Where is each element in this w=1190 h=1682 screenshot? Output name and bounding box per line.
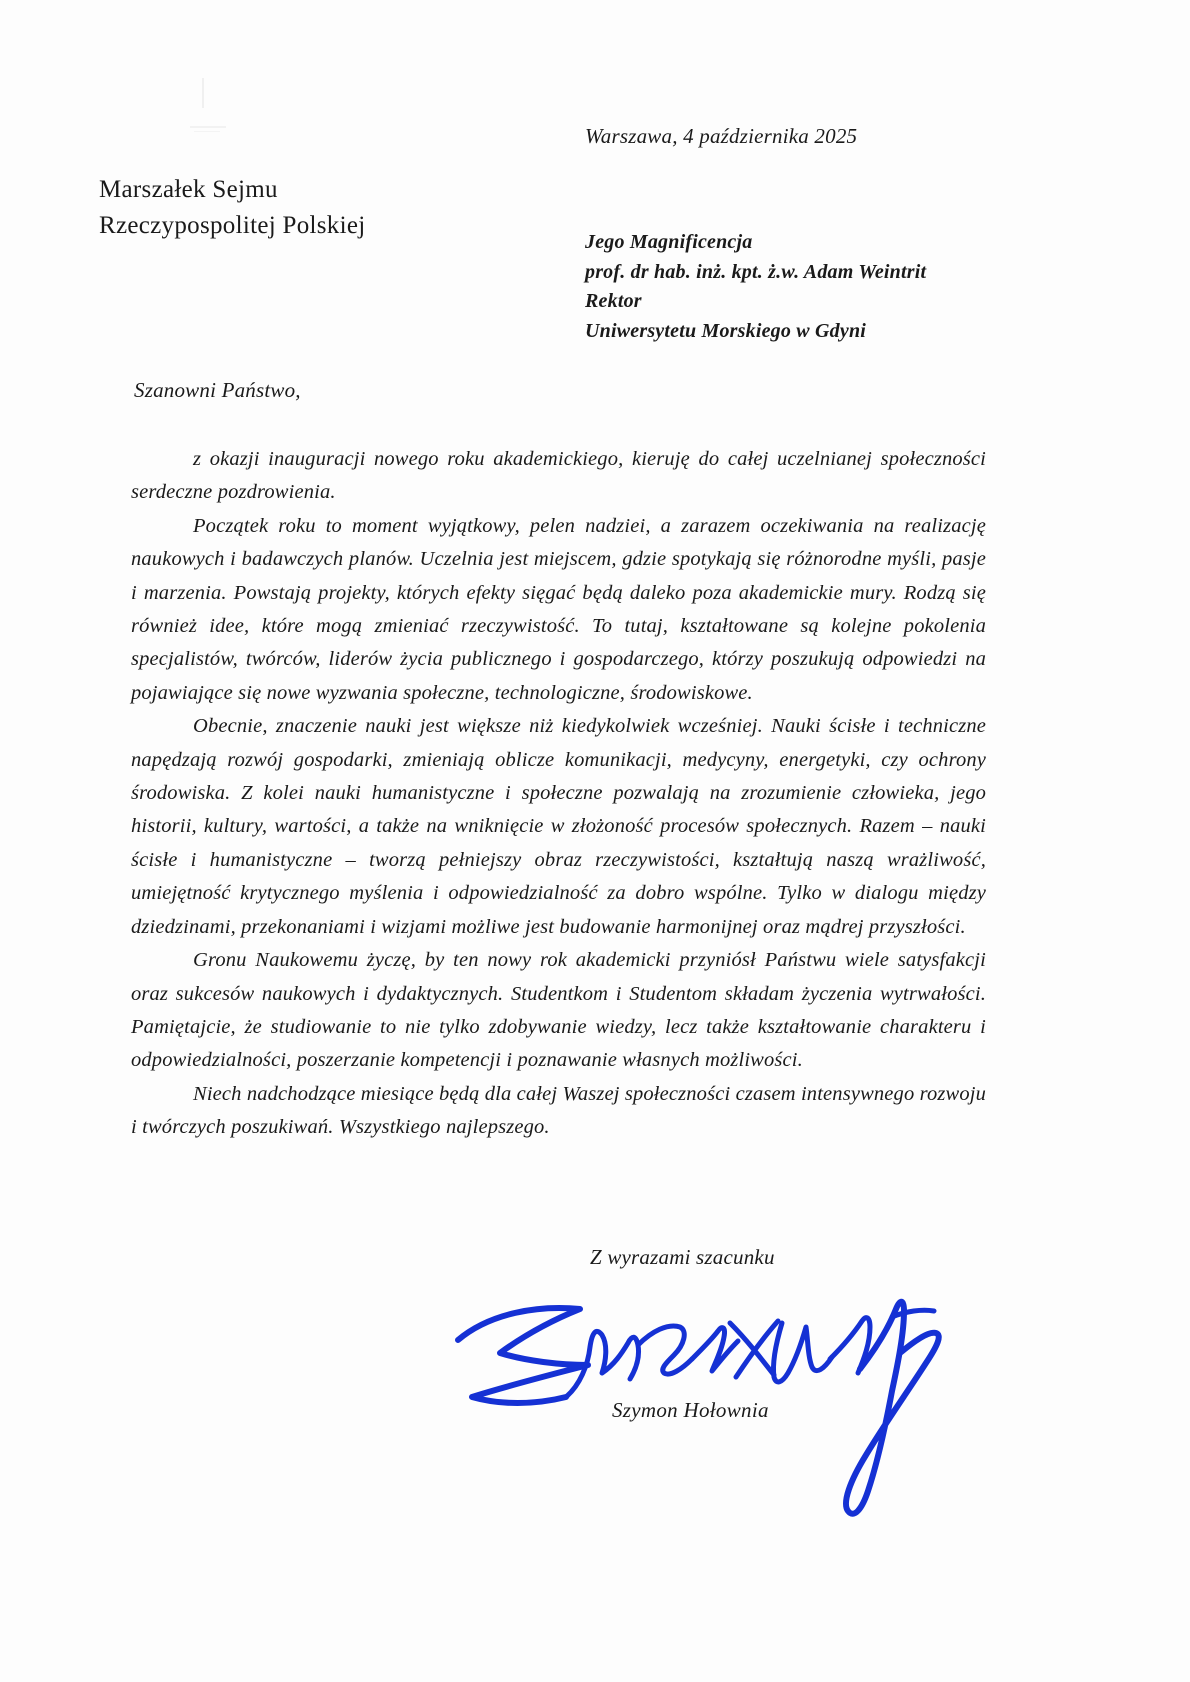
emblem-base-secondary [194, 131, 220, 132]
addressee-block [585, 228, 926, 346]
date-line: Warszawa, 4 października 2025 [585, 124, 858, 148]
body-paragraph: Obecnie, znaczenie nauki jest większe niż kiedykolwiek wcześniej. Nauki ścisłe i techniczne napędzają rozwój gospodarki, zmieniają oblicze komunikacji, medycyny, energetyki, czy ochrony środowiska. Z kolei nauki humanistyczne i społeczne pozwalają na zrozumienie człowieka, jego historii, kultury, wartości, a także na wniknięcie w złożoność procesów społecznych. Razem – nauki ścisłe i humanistyczne – tworzą pełniejszy obraz rzeczywistości, kształtują naszą wrażliwość, umiejętność krytycznego myślenia i odpowiedzialność za dobro wspólne. Tylko w dialogu między dziedzinami, przekonaniami i wizjami możliwe jest budowanie harmonijnej oraz mądrej przyszłości. [131, 715, 986, 938]
addressee-line-4: Uniwersytetu Morskiego w Gdyni [585, 319, 867, 342]
sender-line-1: Marszałek Sejmu [99, 176, 278, 203]
addressee-line-1: Jego Magnificencja [585, 231, 753, 253]
body-paragraph: Początek roku to moment wyjątkowy, pelen nadziei, a zarazem oczekiwania na realizację naukowych i badawczych planów. Uczelnia jest miejscem, gdzie spotykają się różnorodne myśli, pasje i marzenia. Powstają projekty, których efekty sięgać będą daleko poza akademickie mury. Rodzą się również idee, które mogą zmieniać rzeczywistość. To tutaj, kształtowane są kolejne pokolenia specjalistów, twórców, liderów życia publicznego i gospodarczego, którzy poszukują odpowiedzi na pojawiające się nowe wyzwania społeczne, technologiczne, środowiskowe. [131, 514, 986, 704]
addressee-line-2: prof. dr hab. inż. kpt. ż.w. Adam Weintrit [585, 260, 927, 283]
body-paragraph: Gronu Naukowemu życzę, by ten nowy rok akademicki przyniósł Państwu wiele satysfakcji oraz sukcesów naukowych i dydaktycznych. Studentkom i Studentom składam życzenia wytrwałości. Pamiętajcie, że studiowanie to nie tylko zdobywanie wiedzy, lecz także kształtowanie charakteru i odpowiedzialności, poszerzanie kompetencji i poznawanie własnych możliwości. [131, 949, 986, 1072]
signature-name: Szymon Hołownia [612, 1398, 769, 1422]
addressee-line-3: Rektor [585, 290, 642, 313]
eagle-emblem-icon [188, 78, 234, 140]
body-paragraph: z okazji inauguracji nowego roku akademickiego, kieruję do całej uczelnianej społeczności serdeczne pozdrowienia. [131, 448, 986, 504]
sender-line-2: Rzeczypospolitej Polskiej [99, 211, 366, 239]
body-paragraph: Niech nadchodzące miesiące będą dla całej Waszej społeczności czasem intensywnego rozwoju i twórczych poszukiwań. Wszystkiego najlepszego. [131, 1082, 986, 1139]
emblem-stem [202, 78, 204, 108]
letter-body [131, 443, 986, 1145]
closing-phrase: Z wyrazami szacunku [590, 1245, 775, 1269]
emblem-base [190, 126, 226, 128]
salutation: Szanowni Państwo, [134, 378, 301, 402]
sender-block [99, 172, 365, 243]
